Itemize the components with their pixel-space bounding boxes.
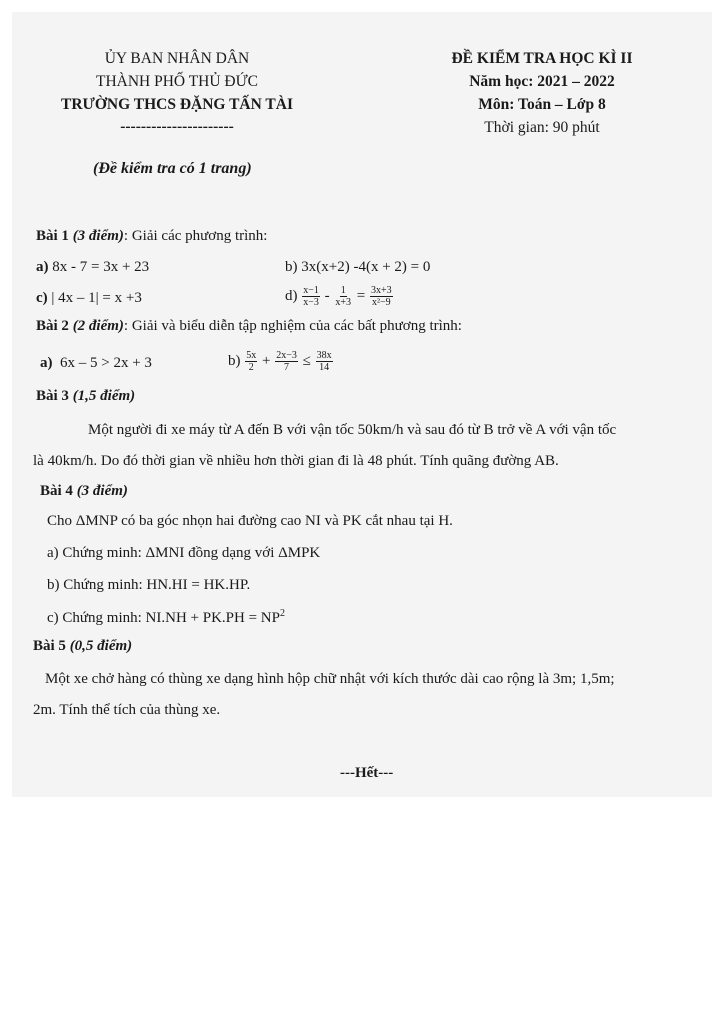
fraction-denominator: 7 <box>284 362 290 373</box>
bai2-b <box>228 350 334 373</box>
exam-time: Thời gian: 90 phút <box>484 119 600 136</box>
bai1-d-fraction-3 <box>370 285 393 308</box>
bai4-intro: Cho ΔMNP có ba góc nhọn hai đường cao NI và PK cắt nhau tại H. <box>47 513 453 529</box>
page-count-note: (Đề kiểm tra có 1 trang) <box>93 160 252 177</box>
operator: - <box>324 287 330 304</box>
fraction-denominator: 2 <box>248 362 254 373</box>
fraction-numerator: 2x−3 <box>276 350 297 361</box>
bai1-a-label: a) <box>36 259 49 275</box>
bai5-line2: 2m. Tính thể tích của thùng xe. <box>33 702 221 718</box>
bai1-heading <box>36 228 267 245</box>
bai1-c <box>36 290 142 307</box>
bai1-c-label: c) <box>36 290 48 306</box>
bai3-heading <box>36 388 135 405</box>
subject: Môn: Toán – Lớp 8 <box>478 96 606 113</box>
bai4-c-text: c) Chứng minh: NI.NH + PK.PH = NP <box>47 610 280 626</box>
bai4-heading <box>40 483 128 500</box>
bai5-line1: Một xe chở hàng có thùng xe dạng hình hộp chữ nhật với kích thước dài cao rộng là 3m; 1,5m; <box>45 671 615 687</box>
school-name: TRƯỜNG THCS ĐẶNG TẤN TÀI <box>61 96 293 113</box>
bai4-b: b) Chứng minh: HN.HI = HK.HP. <box>47 577 251 593</box>
bai1-a <box>36 259 149 276</box>
bai2-heading <box>36 318 462 335</box>
exponent: 2 <box>279 608 285 619</box>
header-left-line2: THÀNH PHỐ THỦ ĐỨC <box>95 73 258 90</box>
bai2-a-expr: 6x – 5 > 2x + 3 <box>60 355 152 371</box>
header-divider: ---------------------- <box>120 118 234 135</box>
bai5-heading <box>33 638 132 655</box>
bai3-line2: là 40km/h. Do đó thời gian về nhiều hơn thời gian đi là 48 phút. Tính quãng đường AB. <box>33 453 559 469</box>
bai2-a-label: a) <box>40 355 53 371</box>
bai1-b-expr: 3x(x+2) -4(x + 2) = 0 <box>301 259 431 275</box>
fraction-numerator: 3x+3 <box>371 285 392 296</box>
fraction-denominator: 14 <box>319 362 330 373</box>
bai1-points: (3 điểm) <box>72 228 124 244</box>
bai2-b-fraction-1 <box>245 350 257 373</box>
fraction-numerator: 1 <box>340 285 346 296</box>
bai4-a: a) Chứng minh: ΔMNI đồng dạng với ΔMPK <box>47 545 321 561</box>
operator: = <box>356 287 366 304</box>
fraction-denominator: x+3 <box>335 297 352 308</box>
bai4-c <box>47 608 285 627</box>
bai2-b-fraction-3 <box>316 350 333 373</box>
bai1-d-label: d) <box>285 287 298 304</box>
school-year: Năm học: 2021 – 2022 <box>469 73 615 90</box>
bai1-b <box>285 259 430 276</box>
bai2-points: (2 điểm) <box>72 318 124 334</box>
fraction-numerator: 38x <box>316 350 332 361</box>
bai3-line1: Một người đi xe máy từ A đến B với vận tốc 50km/h và sau đó từ B trở về A với vận tốc <box>88 422 617 438</box>
fraction-numerator: x−1 <box>303 285 319 296</box>
bai1-c-expr: | 4x – 1| = x +3 <box>51 290 142 306</box>
operator: ≤ <box>302 352 311 369</box>
bai2-a <box>40 355 152 372</box>
bai3-points: (1,5 điểm) <box>72 388 136 404</box>
bai1-a-expr: 8x - 7 = 3x + 23 <box>52 259 150 275</box>
fraction-denominator: x²−9 <box>372 297 391 308</box>
bai2-b-fraction-2 <box>275 350 298 373</box>
bai3-title: Bài 3 <box>36 388 69 404</box>
exam-title: ĐỀ KIỂM TRA HỌC KÌ II <box>451 50 633 67</box>
bai1-d <box>285 285 394 308</box>
bai1-b-label: b) <box>285 259 298 275</box>
end-marker: ---Hết--- <box>340 765 394 781</box>
header-left-line1: ỦY BAN NHÂN DÂN <box>104 50 250 67</box>
bai1-d-fraction-2 <box>334 285 352 308</box>
bai5-title: Bài 5 <box>33 638 66 654</box>
bai1-d-fraction-1 <box>302 285 320 308</box>
bai2-b-label: b) <box>228 352 241 369</box>
bai1-title: Bài 1 <box>36 228 69 244</box>
bai4-points: (3 điểm) <box>76 483 128 499</box>
fraction-denominator: x−3 <box>303 297 319 308</box>
bai5-points: (0,5 điểm) <box>69 638 133 654</box>
bai4-title: Bài 4 <box>40 483 73 499</box>
bai2-title: Bài 2 <box>36 318 69 334</box>
fraction-numerator: 5x <box>246 350 257 361</box>
operator: + <box>262 352 271 369</box>
bai2-prompt: : Giải và biểu diễn tập nghiệm của các bất phương trình: <box>123 318 462 334</box>
bai1-prompt: : Giải các phương trình: <box>123 228 268 244</box>
